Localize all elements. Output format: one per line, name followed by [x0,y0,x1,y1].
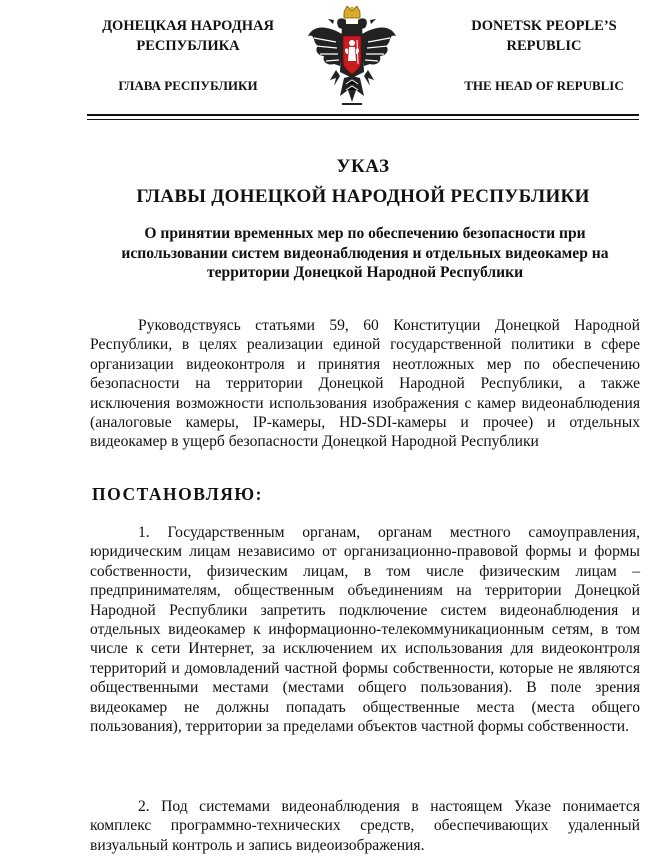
header-left-russian [88,16,288,96]
header-rule-thick [87,114,639,116]
clause-2: 2. Под системами видеонаблюдения в настоящем Указе понимается комплекс программно-технических средств, обеспечивающих удаленный визуальный контроль и запись видеоизображения. [90,798,640,854]
preamble-paragraph: Руководствуясь статьями 59, 60 Конституции Донецкой Народной Республики, в целях реализации единой государственной политики в сфере организации видеоконтроля и принятия неотложных мер по обеспечению безопасности на территории Донецкой Народной Республики, а также исключения возможности использования изображения с камер видеонаблюдения (аналоговые камеры, IP-камеры, HD-SDI-камеры и прочее) и отдельных видеокамер в ущерб безопасности Донецкой Народной Республики [90,317,640,451]
document-issuer: ГЛАВЫ ДОНЕЦКОЙ НАРОДНОЙ РЕСПУБЛИКИ [136,186,590,207]
header-left-line1: ДОНЕЦКАЯ НАРОДНАЯ [102,18,274,34]
header-right-line2: REPUBLIC [506,38,582,54]
document-type: УКАЗ [336,156,390,177]
coat-of-arms-icon [306,6,398,110]
header-right-head: THE HEAD OF REPUBLIC [464,78,624,93]
header-left-head: ГЛАВА РЕСПУБЛИКИ [118,78,258,93]
clause-1: 1. Государственным органам, органам местного самоуправления, юридическим лицам независимо от организационно-правовой формы и формы собственности, физическим лицам, в том числе физическим лицам – предпринимателям, общественным объединениям на территории Донецкой Народной Республики запретить подключение систем видеонаблюдения и отдельных видеокамер к информационно-телекоммуникационным сетям, в том числе к сети Интернет, за исключением их использования для видеоконтроля территорий и домовладений частной формы собственности, которые не являются общественными местами (местами общего пользования). В поле зрения видеокамер не должны попадать общественные места (места общего пользования), территории за пределами объектов частной формы собственности. [90,524,640,736]
header-right-line1: DONETSK PEOPLE’S [471,18,617,34]
document-subject: О принятии временных мер по обеспечению безопасности при использовании систем видеонаблюдения и отдельных видеокамер на территории Донецкой Народной Республики [121,225,609,281]
header-right-english [446,16,642,96]
header-rule-thin [87,119,639,120]
decree-heading: ПОСТАНОВЛЯЮ: [92,484,263,504]
header-left-line2: РЕСПУБЛИКА [136,38,240,54]
